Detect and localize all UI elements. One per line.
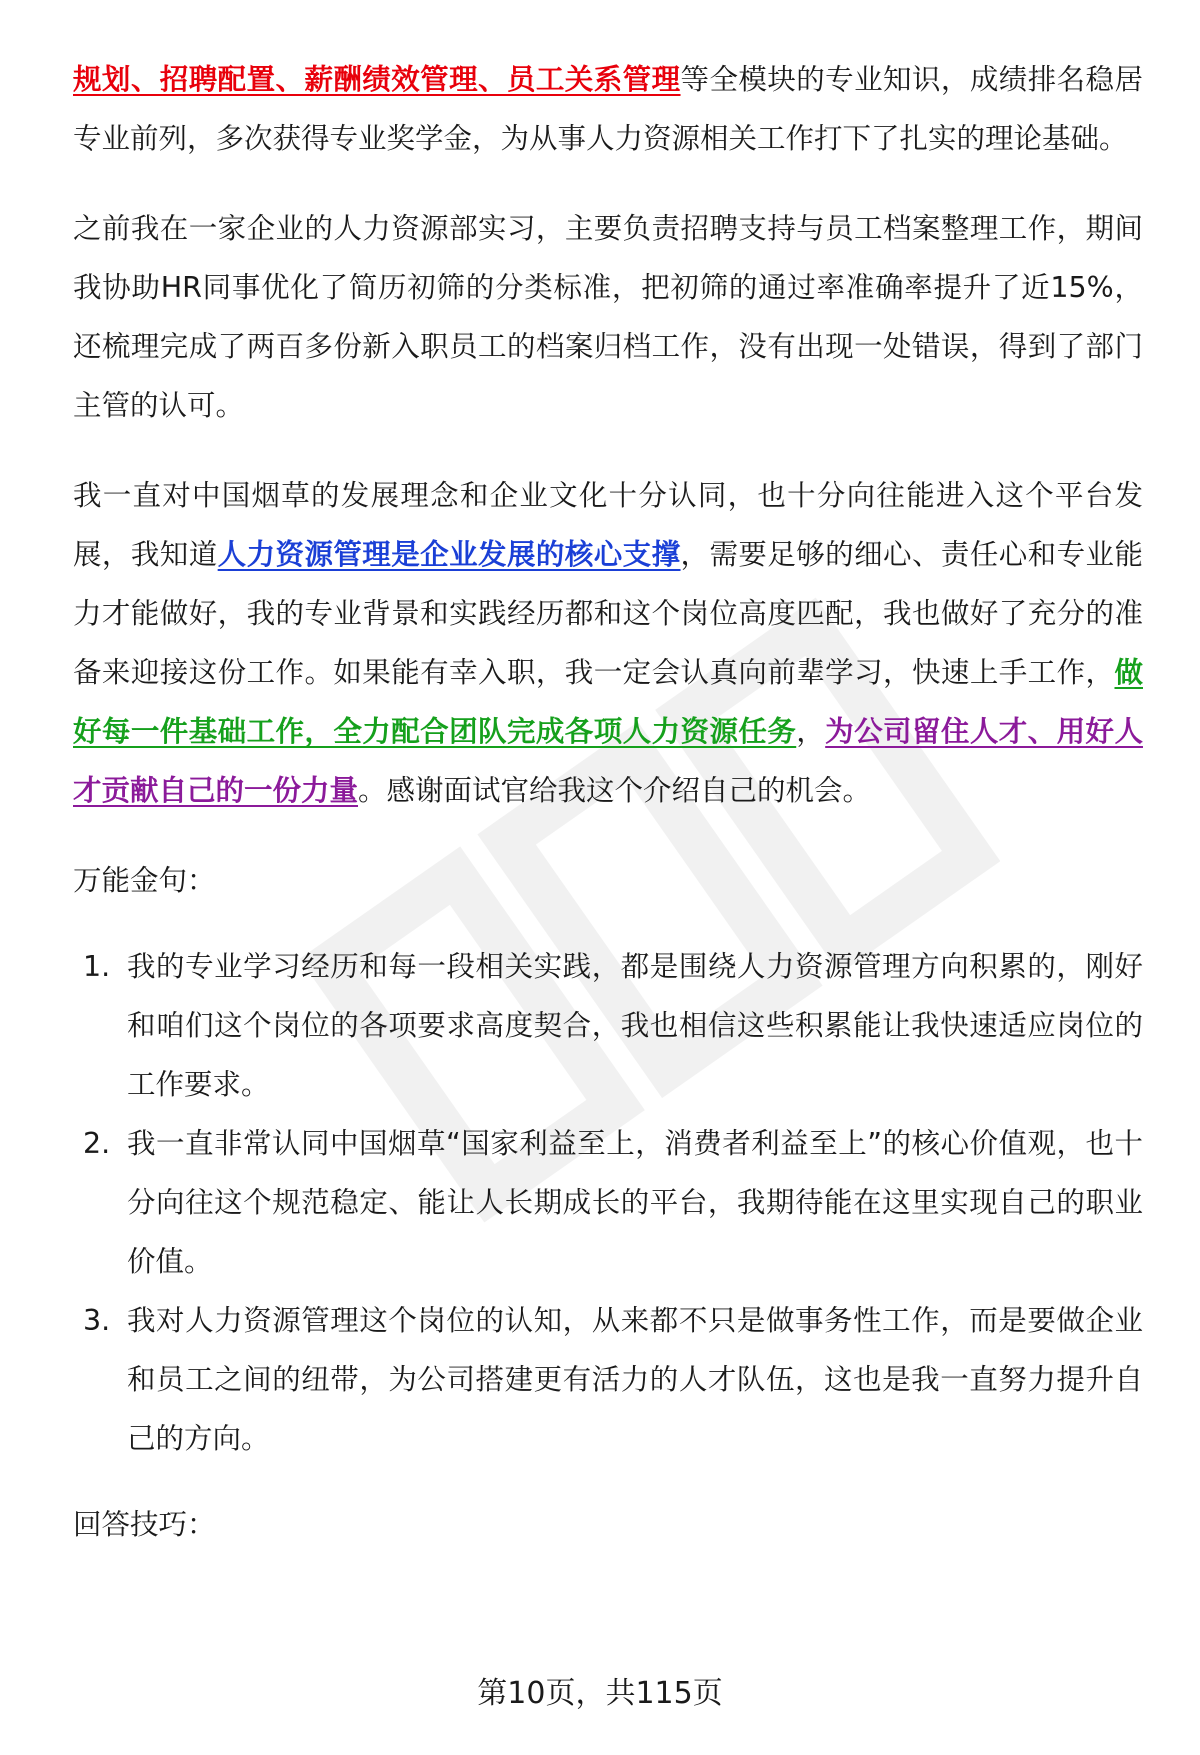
- paragraph-text: 之前我在一家企业的人力资源部实习，主要负责招聘支持与员工档案整理工作，期间我协助HR同事优化了简历初筛的分类标准，把初筛的通过率准确率提升了近15%，还梳理完成了两百多份新入职员工的档案归档工作，没有出现一处错误，得到了部门主管的认可。: [73, 212, 1143, 422]
- paragraph-education: [73, 50, 1143, 168]
- list-item-number: 2.: [83, 1127, 111, 1160]
- paragraph-text: 等全模块的专业知识，成绩排名稳居专业前列，多次获得专业奖学金，为从事人力资源相关工作打下了扎实的理论基础。: [73, 63, 1143, 155]
- paragraph-text: ，: [796, 715, 826, 748]
- highlight-purple: 为公司留住人才、用好人才贡献自己的一份力量: [73, 715, 1143, 807]
- paragraph-motivation: [73, 466, 1143, 820]
- list-item-number: 3.: [83, 1304, 111, 1337]
- list-item: [73, 1114, 1143, 1291]
- list-item-text: 我的专业学习经历和每一段相关实践，都是围绕人力资源管理方向积累的，刚好和咱们这个岗位的各项要求高度契合，我也相信这些积累能让我快速适应岗位的工作要求。: [127, 950, 1143, 1101]
- page-footer: 第10页，共115页: [477, 1676, 723, 1711]
- list-item-text: 我对人力资源管理这个岗位的认知，从来都不只是做事务性工作，而是要做企业和员工之间的纽带，为公司搭建更有活力的人才队伍，这也是我一直努力提升自己的方向。: [127, 1304, 1143, 1455]
- highlight-blue: 人力资源管理是企业发展的核心支撑: [217, 538, 681, 571]
- highlight-red: 规划、招聘配置、薪酬绩效管理、员工关系管理: [73, 63, 681, 96]
- paragraph-text: ，需要足够的细心、责任心和专业能力才能做好，我的专业背景和实践经历都和这个岗位高度匹配，我也做好了充分的准备来迎接这份工作。如果能有幸入职，我一定会认真向前辈学习，快速上手工作，: [73, 538, 1143, 689]
- list-item-number: 1.: [83, 950, 111, 983]
- highlight-green: 做好每一件基础工作，全力配合团队完成各项人力资源任务: [73, 656, 1143, 748]
- list-item: [73, 1291, 1143, 1468]
- golden-sentences-label: 万能金句：: [73, 864, 216, 897]
- list-item: [73, 937, 1143, 1114]
- list-item-text: 我一直非常认同中国烟草“国家利益至上，消费者利益至上”的核心价值观，也十分向往这个规范稳定、能让人长期成长的平台，我期待能在这里实现自己的职业价值。: [127, 1127, 1143, 1278]
- paragraph-text: 我一直对中国烟草的发展理念和企业文化十分认同，也十分向往能进入这个平台发展，我知道: [73, 479, 1143, 571]
- golden-sentences-list: [73, 937, 1143, 1468]
- paragraph-text: 。感谢面试官给我这个介绍自己的机会。: [358, 774, 872, 807]
- document-body: [73, 50, 1143, 1554]
- paragraph-internship: [73, 199, 1143, 435]
- answer-tips-label: 回答技巧：: [73, 1508, 216, 1541]
